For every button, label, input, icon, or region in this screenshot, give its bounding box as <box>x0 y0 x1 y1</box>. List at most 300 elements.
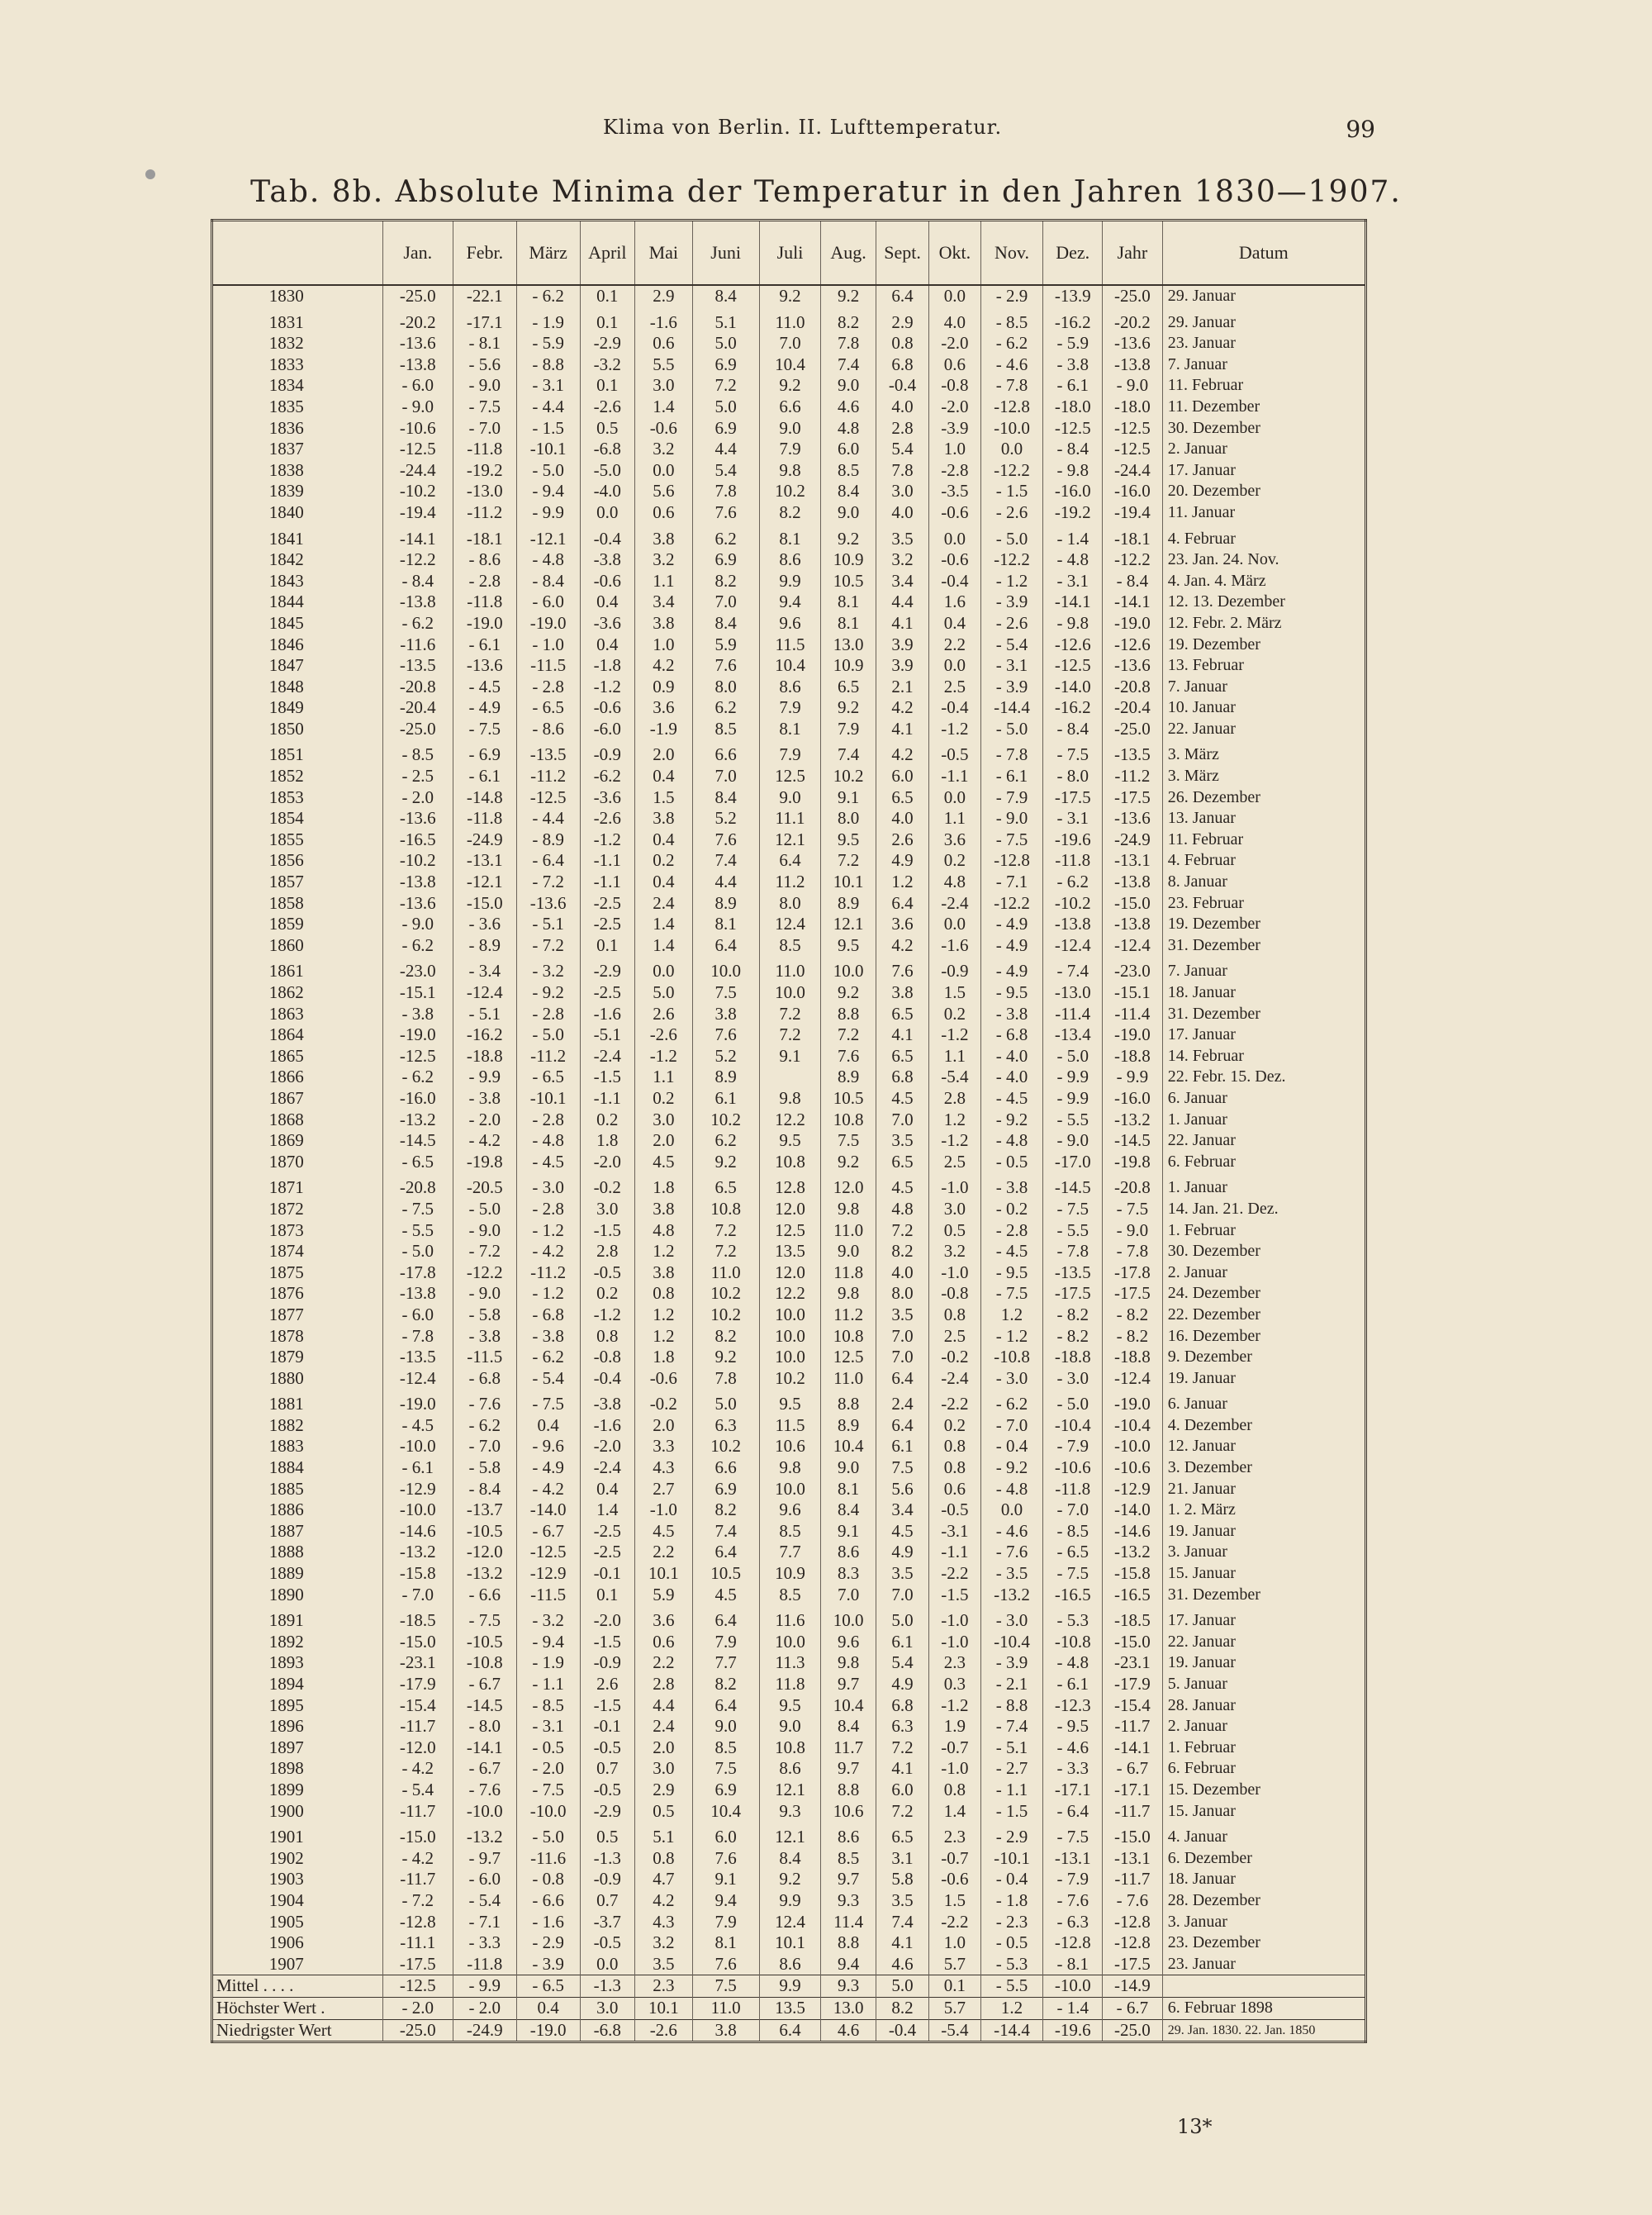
value-cell: 10.1 <box>759 1932 821 1954</box>
value-cell: - 4.2 <box>382 1758 453 1780</box>
value-cell: 9.2 <box>759 375 821 397</box>
value-cell: - 8.0 <box>1043 766 1103 787</box>
value-cell: -15.8 <box>382 1563 453 1585</box>
year-cell: 1850 <box>268 718 304 739</box>
value-cell: - 4.2 <box>516 1479 580 1500</box>
value-cell: - 7.5 <box>453 719 516 740</box>
value-cell: 11.4 <box>821 1912 876 1933</box>
value-cell: 7.0 <box>759 333 821 354</box>
value-cell: - 7.5 <box>1043 1199 1103 1220</box>
value-cell: - 3.2 <box>516 956 580 982</box>
table-row <box>212 956 1366 982</box>
value-cell: 8.1 <box>692 1932 759 1954</box>
value-cell: - 1.6 <box>516 1912 580 1933</box>
table-row <box>212 1088 1366 1110</box>
value-cell: 8.9 <box>821 893 876 915</box>
date-cell: 12. Febr. 2. März <box>1162 613 1365 635</box>
value-cell: 1.4 <box>635 397 693 418</box>
value-cell: 3.6 <box>635 697 693 719</box>
value-cell: 8.5 <box>759 1585 821 1606</box>
value-cell: -12.9 <box>382 1479 453 1500</box>
value-cell: 9.5 <box>759 1130 821 1152</box>
value-cell: 11.2 <box>821 1305 876 1326</box>
value-cell: 4.4 <box>635 1695 693 1717</box>
value-cell: 6.2 <box>692 524 759 550</box>
table-row <box>212 481 1366 502</box>
value-cell: - 7.4 <box>980 1716 1043 1737</box>
year-cell: 1840 <box>268 501 304 522</box>
year-cell: 1868 <box>268 1109 304 1129</box>
table-row <box>212 1912 1366 1933</box>
value-cell: -16.0 <box>382 1088 453 1110</box>
year-cell: 1889 <box>268 1563 304 1584</box>
value-cell: -12.8 <box>1043 1932 1103 1954</box>
value-cell: - 5.0 <box>980 524 1043 550</box>
value-cell: -19.4 <box>382 502 453 524</box>
value-cell: -12.8 <box>1103 1932 1163 1954</box>
value-cell: 1.9 <box>929 1716 980 1737</box>
year-cell: 1906 <box>268 1932 304 1953</box>
value-cell: -20.2 <box>1103 307 1163 334</box>
year-cell: 1897 <box>268 1737 304 1757</box>
value-cell: 5.0 <box>635 982 693 1004</box>
value-cell: 8.1 <box>759 719 821 740</box>
value-cell: - 8.9 <box>453 935 516 957</box>
value-cell: 4.4 <box>692 439 759 460</box>
value-cell: -18.5 <box>382 1605 453 1632</box>
value-cell: 12.5 <box>759 1220 821 1242</box>
value-cell: 6.4 <box>692 1695 759 1717</box>
value-cell: -13.8 <box>382 872 453 893</box>
value-cell: 7.2 <box>876 1801 928 1823</box>
value-cell: - 5.1 <box>516 914 580 935</box>
value-cell: - 9.0 <box>1103 1220 1163 1242</box>
value-cell: 9.1 <box>821 1521 876 1542</box>
value-cell: 5.0 <box>876 1605 928 1632</box>
value-cell: - 9.0 <box>453 1220 516 1242</box>
value-cell: -12.8 <box>1103 1912 1163 1933</box>
value-cell: 7.9 <box>759 439 821 460</box>
value-cell: 5.8 <box>876 1869 928 1890</box>
value-cell: 7.0 <box>876 1326 928 1348</box>
value-cell: 9.0 <box>821 502 876 524</box>
value-cell: 3.6 <box>876 914 928 935</box>
value-cell: -17.5 <box>382 1954 453 1975</box>
value-cell: - 3.1 <box>1043 571 1103 592</box>
value-cell: -2.6 <box>635 2019 693 2042</box>
date-cell: 4. Februar <box>1162 850 1365 872</box>
value-cell: -13.8 <box>1043 914 1103 935</box>
value-cell: 4.9 <box>876 1674 928 1695</box>
header-row <box>212 221 1366 286</box>
value-cell: - 4.5 <box>516 1152 580 1173</box>
value-cell: 4.5 <box>692 1585 759 1606</box>
value-cell: 3.8 <box>692 2019 759 2042</box>
value-cell: -2.0 <box>580 1152 634 1173</box>
table-row <box>212 1737 1366 1759</box>
value-cell: 7.0 <box>876 1585 928 1606</box>
year-cell: 1904 <box>268 1889 304 1910</box>
value-cell: 8.3 <box>821 1563 876 1585</box>
value-cell: -0.4 <box>580 1368 634 1390</box>
value-cell: 5.0 <box>692 1389 759 1415</box>
value-cell: - 3.1 <box>516 1716 580 1737</box>
value-cell: - 4.4 <box>516 397 580 418</box>
value-cell: -12.5 <box>382 1975 453 1998</box>
value-cell: -10.0 <box>1103 1436 1163 1457</box>
value-cell: 4.1 <box>876 1024 928 1046</box>
value-cell: 10.9 <box>821 549 876 571</box>
value-cell: -0.4 <box>929 571 980 592</box>
value-cell: 9.7 <box>821 1869 876 1890</box>
year-cell: 1859 <box>268 914 304 934</box>
value-cell: -10.4 <box>980 1632 1043 1653</box>
value-cell: 6.0 <box>821 439 876 460</box>
value-cell: 8.8 <box>821 1932 876 1954</box>
value-cell: 4.1 <box>876 719 928 740</box>
value-cell: - 7.9 <box>980 787 1043 809</box>
value-cell: - 9.4 <box>516 1632 580 1653</box>
value-cell: 5.4 <box>876 439 928 460</box>
value-cell: 0.1 <box>580 375 634 397</box>
value-cell: -17.0 <box>1043 1152 1103 1173</box>
value-cell: -5.1 <box>580 1024 634 1046</box>
value-cell: - 2.3 <box>980 1912 1043 1933</box>
value-cell: -1.5 <box>580 1220 634 1242</box>
value-cell: 8.8 <box>821 1004 876 1025</box>
value-cell: 5.4 <box>692 460 759 482</box>
table-row <box>212 1500 1366 1521</box>
value-cell: 1.2 <box>980 1305 1043 1326</box>
value-cell: - 1.5 <box>980 481 1043 502</box>
date-cell: 1. Februar <box>1162 1737 1365 1759</box>
date-cell: 31. Dezember <box>1162 1585 1365 1606</box>
value-cell: 7.6 <box>692 1954 759 1975</box>
value-cell: 0.2 <box>635 850 693 872</box>
value-cell: 8.9 <box>821 1067 876 1088</box>
value-cell: -13.2 <box>1103 1542 1163 1563</box>
value-cell: 11.5 <box>759 1415 821 1437</box>
date-cell: 12. Januar <box>1162 1436 1365 1457</box>
value-cell: 7.2 <box>692 1241 759 1262</box>
value-cell: -12.0 <box>382 1737 453 1759</box>
value-cell: - 9.0 <box>980 808 1043 829</box>
date-cell: 11. Februar <box>1162 375 1365 397</box>
value-cell: 11.0 <box>692 1262 759 1284</box>
value-cell: - 9.8 <box>1043 613 1103 635</box>
value-cell: 9.2 <box>821 524 876 550</box>
value-cell: - 6.7 <box>1103 1997 1163 2019</box>
value-cell: - 5.4 <box>453 1890 516 1912</box>
table-body <box>212 285 1366 2042</box>
table-row <box>212 1695 1366 1717</box>
date-cell: 28. Januar <box>1162 1695 1365 1717</box>
value-cell: -13.2 <box>1103 1110 1163 1131</box>
date-cell: 24. Dezember <box>1162 1283 1365 1305</box>
value-cell: 9.0 <box>692 1716 759 1737</box>
value-cell: -2.8 <box>929 460 980 482</box>
year-cell: 1887 <box>268 1520 304 1541</box>
value-cell: - 1.9 <box>516 1652 580 1674</box>
value-cell: 7.5 <box>692 982 759 1004</box>
value-cell: - 4.2 <box>516 1241 580 1262</box>
value-cell: -19.6 <box>1043 829 1103 851</box>
value-cell: -10.5 <box>453 1632 516 1653</box>
value-cell: 4.8 <box>821 418 876 440</box>
table-row <box>212 1130 1366 1152</box>
value-cell: 6.5 <box>821 677 876 698</box>
value-cell: -1.1 <box>580 1088 634 1110</box>
value-cell: -13.0 <box>1043 982 1103 1004</box>
value-cell: - 4.6 <box>980 354 1043 376</box>
value-cell: -0.1 <box>580 1716 634 1737</box>
value-cell: 6.6 <box>692 739 759 766</box>
date-cell: 11. Februar <box>1162 829 1365 851</box>
date-cell: 6. Februar <box>1162 1152 1365 1173</box>
value-cell: -17.5 <box>1103 1954 1163 1975</box>
date-cell: 3. Januar <box>1162 1912 1365 1933</box>
value-cell: -14.5 <box>1103 1130 1163 1152</box>
value-cell: -1.5 <box>929 1585 980 1606</box>
year-cell: 1870 <box>268 1151 304 1172</box>
value-cell: -1.2 <box>580 829 634 851</box>
value-cell: 9.8 <box>759 1088 821 1110</box>
value-cell: - 2.0 <box>382 787 453 809</box>
value-cell: 8.0 <box>692 677 759 698</box>
value-cell: -10.2 <box>382 850 453 872</box>
value-cell: 9.0 <box>759 418 821 440</box>
value-cell: -24.4 <box>1103 460 1163 482</box>
year-cell: 1882 <box>268 1414 304 1435</box>
year-cell: 1838 <box>268 459 304 480</box>
value-cell: 0.1 <box>580 1585 634 1606</box>
value-cell: -0.6 <box>929 1869 980 1890</box>
value-cell: -14.0 <box>516 1500 580 1521</box>
value-cell: 7.2 <box>821 850 876 872</box>
value-cell: -15.0 <box>453 893 516 915</box>
value-cell: 10.8 <box>759 1152 821 1173</box>
value-cell: -17.1 <box>1103 1780 1163 1801</box>
table-row <box>212 439 1366 460</box>
value-cell: -12.6 <box>1043 635 1103 656</box>
year-cell: 1847 <box>268 655 304 676</box>
value-cell: 6.1 <box>876 1436 928 1457</box>
value-cell: 10.4 <box>759 655 821 677</box>
value-cell: 10.2 <box>759 481 821 502</box>
value-cell: 7.0 <box>821 1585 876 1606</box>
value-cell: 9.1 <box>692 1869 759 1890</box>
value-cell: -3.5 <box>929 481 980 502</box>
value-cell: -1.2 <box>580 677 634 698</box>
table-row <box>212 787 1366 809</box>
value-cell: 4.2 <box>635 1890 693 1912</box>
value-cell: - 4.2 <box>453 1130 516 1152</box>
year-cell: 1839 <box>268 481 304 501</box>
value-cell: -11.6 <box>382 635 453 656</box>
value-cell: 3.5 <box>876 524 928 550</box>
table-row <box>212 1283 1366 1305</box>
table-row <box>212 1199 1366 1220</box>
table-row <box>212 1542 1366 1563</box>
value-cell: 8.5 <box>821 1848 876 1870</box>
value-cell: -15.1 <box>382 982 453 1004</box>
value-cell: 9.4 <box>821 1954 876 1975</box>
year-cell: 1884 <box>268 1457 304 1478</box>
value-cell: 10.4 <box>759 354 821 376</box>
table-row <box>212 739 1366 766</box>
value-cell: 0.0 <box>980 1500 1043 1521</box>
value-cell: 7.8 <box>692 481 759 502</box>
value-cell: 4.3 <box>635 1912 693 1933</box>
date-cell: 8. Januar <box>1162 872 1365 893</box>
value-cell: - 2.5 <box>382 766 453 787</box>
value-cell: -13.1 <box>1103 1848 1163 1870</box>
value-cell: 4.0 <box>876 502 928 524</box>
value-cell: -11.4 <box>1103 1004 1163 1025</box>
value-cell: - 7.5 <box>453 1605 516 1632</box>
value-cell: -12.1 <box>453 872 516 893</box>
value-cell: -12.2 <box>980 460 1043 482</box>
summary-label: Niedrigster Wert <box>212 2019 383 2042</box>
value-cell: 7.2 <box>876 1220 928 1242</box>
value-cell: -16.0 <box>1103 1088 1163 1110</box>
value-cell: -12.4 <box>453 982 516 1004</box>
value-cell: - 0.4 <box>980 1436 1043 1457</box>
year-cell: 1902 <box>268 1847 304 1868</box>
value-cell: - 4.9 <box>453 697 516 719</box>
value-cell: 8.4 <box>692 787 759 809</box>
value-cell: - 9.0 <box>1043 1130 1103 1152</box>
value-cell: - 3.0 <box>980 1605 1043 1632</box>
value-cell: 3.2 <box>929 1241 980 1262</box>
value-cell: -3.8 <box>580 1389 634 1415</box>
value-cell: 3.0 <box>929 1199 980 1220</box>
value-cell: -10.0 <box>980 418 1043 440</box>
value-cell: 7.7 <box>692 1652 759 1674</box>
value-cell: -16.0 <box>1043 481 1103 502</box>
value-cell: - 6.7 <box>453 1674 516 1695</box>
value-cell: 10.6 <box>759 1436 821 1457</box>
value-cell: - 6.4 <box>1043 1801 1103 1823</box>
value-cell: 9.2 <box>821 1152 876 1173</box>
value-cell: -12.5 <box>1043 655 1103 677</box>
value-cell: 2.9 <box>635 285 693 307</box>
value-cell: -25.0 <box>382 719 453 740</box>
date-cell: 23. Januar <box>1162 333 1365 354</box>
value-cell: -19.8 <box>1103 1152 1163 1173</box>
year-cell: 1836 <box>268 417 304 438</box>
value-cell: 9.2 <box>821 982 876 1004</box>
value-cell: -13.0 <box>453 481 516 502</box>
value-cell: 0.9 <box>635 677 693 698</box>
value-cell: -14.1 <box>1043 592 1103 613</box>
value-cell: 0.8 <box>929 1305 980 1326</box>
value-cell: 8.9 <box>692 893 759 915</box>
value-cell: -19.0 <box>516 613 580 635</box>
value-cell: -1.6 <box>929 935 980 957</box>
date-cell: 7. Januar <box>1162 677 1365 698</box>
date-cell: 5. Januar <box>1162 1674 1365 1695</box>
date-cell: 6. Januar <box>1162 1389 1365 1415</box>
value-cell: 1.0 <box>635 635 693 656</box>
value-cell: 5.0 <box>692 333 759 354</box>
value-cell: -18.1 <box>1103 524 1163 550</box>
value-cell: 6.1 <box>692 1088 759 1110</box>
value-cell: 12.0 <box>759 1262 821 1284</box>
date-cell: 13. Februar <box>1162 655 1365 677</box>
value-cell: - 5.4 <box>516 1368 580 1390</box>
value-cell: -16.5 <box>382 829 453 851</box>
value-cell: - 5.0 <box>1043 1046 1103 1067</box>
value-cell: - 6.1 <box>382 1457 453 1479</box>
value-cell: 7.2 <box>692 1220 759 1242</box>
date-cell: 9. Dezember <box>1162 1347 1365 1368</box>
value-cell: 2.0 <box>635 739 693 766</box>
value-cell: 9.3 <box>821 1890 876 1912</box>
value-cell: -11.5 <box>453 1347 516 1368</box>
value-cell: 4.6 <box>821 397 876 418</box>
date-cell: 7. Januar <box>1162 956 1365 982</box>
value-cell: - 7.1 <box>980 872 1043 893</box>
table-row <box>212 697 1366 719</box>
header-cell: März <box>516 221 580 286</box>
value-cell: 6.6 <box>759 397 821 418</box>
value-cell: - 3.3 <box>453 1932 516 1954</box>
value-cell: -1.0 <box>929 1262 980 1284</box>
value-cell: -13.5 <box>1043 1262 1103 1284</box>
table-row <box>212 1801 1366 1823</box>
value-cell: 9.2 <box>692 1347 759 1368</box>
value-cell: - 9.5 <box>980 1262 1043 1284</box>
value-cell: 3.0 <box>635 1110 693 1131</box>
date-cell: 31. Dezember <box>1162 935 1365 957</box>
value-cell: -1.0 <box>929 1605 980 1632</box>
value-cell: 6.4 <box>759 850 821 872</box>
value-cell: - 6.5 <box>516 1975 580 1998</box>
value-cell: 4.5 <box>635 1521 693 1542</box>
value-cell: 0.2 <box>580 1283 634 1305</box>
value-cell: -0.1 <box>580 1563 634 1585</box>
value-cell: 6.5 <box>876 787 928 809</box>
value-cell: 0.4 <box>516 1997 580 2019</box>
value-cell: 0.5 <box>635 1801 693 1823</box>
value-cell: -0.8 <box>580 1347 634 1368</box>
value-cell: -2.4 <box>929 1368 980 1390</box>
value-cell: - 6.2 <box>516 285 580 307</box>
value-cell: 3.0 <box>635 375 693 397</box>
value-cell: -0.8 <box>929 1283 980 1305</box>
value-cell: - 6.1 <box>453 766 516 787</box>
value-cell: 0.4 <box>580 635 634 656</box>
value-cell: -19.0 <box>453 613 516 635</box>
year-cell: 1830 <box>268 286 304 306</box>
value-cell: 2.7 <box>635 1479 693 1500</box>
value-cell: 4.5 <box>876 1088 928 1110</box>
table-row <box>212 1716 1366 1737</box>
value-cell: 3.6 <box>929 829 980 851</box>
value-cell: -4.0 <box>580 481 634 502</box>
value-cell: -10.6 <box>382 418 453 440</box>
value-cell: - 9.5 <box>980 982 1043 1004</box>
date-cell: 21. Januar <box>1162 1479 1365 1500</box>
value-cell: 7.5 <box>876 1457 928 1479</box>
value-cell: -1.5 <box>580 1695 634 1717</box>
value-cell: -1.3 <box>580 1975 634 1998</box>
value-cell: - 8.2 <box>1103 1326 1163 1348</box>
value-cell: -2.5 <box>580 982 634 1004</box>
value-cell: - 6.1 <box>980 766 1043 787</box>
value-cell: - 7.2 <box>382 1890 453 1912</box>
